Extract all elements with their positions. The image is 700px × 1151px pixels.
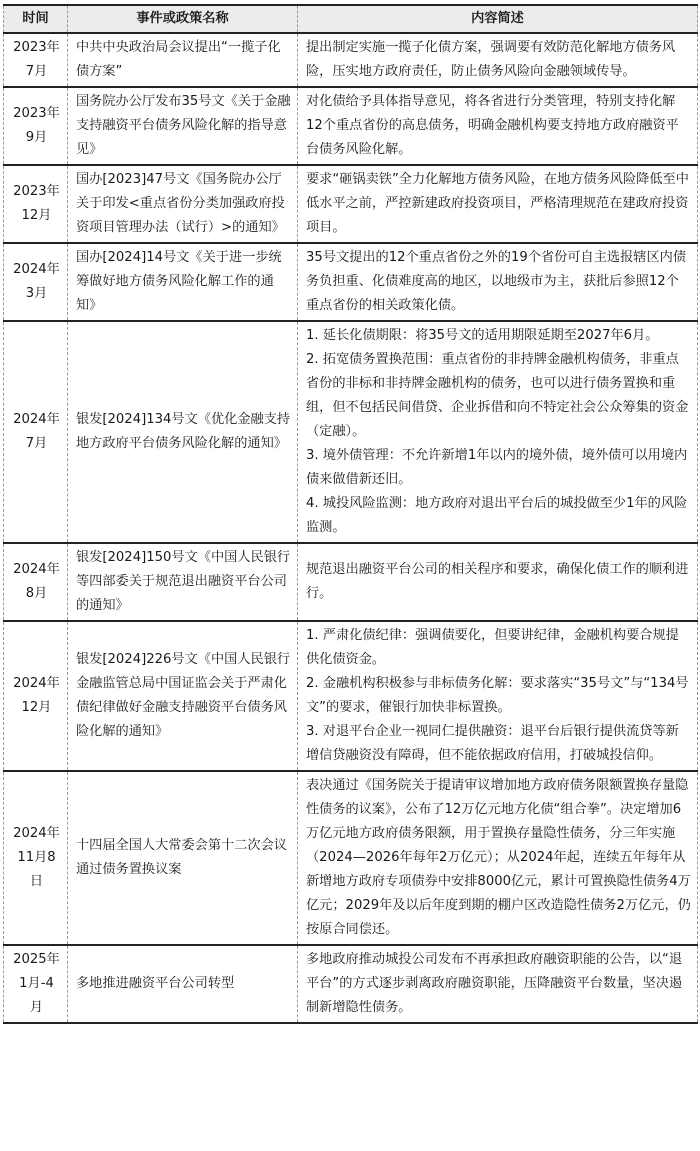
cell-event-name: 银发[2024]134号文《优化金融支持地方政府平台债务风险化解的通知》 <box>68 321 298 543</box>
cell-summary <box>298 621 698 771</box>
cell-time <box>4 945 68 1023</box>
cell-event-name: 国务院办公厅发布35号文《关于金融支持融资平台债务风险化解的指导意见》 <box>68 87 298 165</box>
cell-event-name: 银发[2024]150号文《中国人民银行等四部委关于规范退出融资平台公司的通知》 <box>68 543 298 621</box>
cell-time <box>4 165 68 243</box>
header-event-name: 事件或政策名称 <box>68 5 298 33</box>
policy-timeline-table <box>3 4 698 1024</box>
cell-summary <box>298 33 698 87</box>
cell-time <box>4 771 68 945</box>
summary-paragraph: 表决通过《国务院关于提请审议增加地方政府债务限额置换存量隐性债务的议案》，公布了12万亿元地方化债“组合拳”。决定增加6万亿元地方政府债务限额，用于置换存量隐性债务，分三年实施（2024—2026年每年2万亿元）；从2024年起，连续五年每年从新增地方政府专项债券中安排8000亿元，累计可置换隐性债务4万亿元；2029年及以后年度到期的棚户区改造隐性债务2万亿元，仍按原合同偿还。 <box>306 778 691 937</box>
cell-event-name: 国办[2023]47号文《国务院办公厅关于印发<重点省份分类加强政府投资项目管理办法（试行）>的通知》 <box>68 165 298 243</box>
summary-paragraph: 提出制定实施一揽子化债方案，强调要有效防范化解地方债务风险，压实地方政府责任，防止债务风险向金融领域传导。 <box>306 40 676 79</box>
table-row <box>4 33 698 87</box>
summary-paragraph: 多地政府推动城投公司发布不再承担政府融资职能的公告，以“退平台”的方式逐步剥离政府融资职能，压降融资平台数量，坚决遏制新增隐性债务。 <box>306 952 683 1015</box>
time-text: 1月-4 <box>19 976 54 991</box>
time-text: 3月 <box>25 286 48 301</box>
summary-paragraph: 2. 金融机构积极参与非标债务化解：要求落实“35号文”与“134号文”的要求，催银行加快非标置换。 <box>306 676 689 715</box>
time-text: 月 <box>29 1000 44 1015</box>
cell-time <box>4 321 68 543</box>
summary-paragraph: 规范退出融资平台公司的相关程序和要求，确保化债工作的顺利进行。 <box>306 562 689 601</box>
cell-summary <box>298 771 698 945</box>
cell-summary <box>298 321 698 543</box>
summary-paragraph: 3. 对退平台企业一视同仁提供融资：退平台后银行提供流贷等新增信贷融资没有障碍，但不能依据政府信用，打破城投信仰。 <box>306 724 679 763</box>
summary-paragraph: 对化债给予具体指导意见，将各省进行分类管理，特别支持化解12个重点省份的高息债务，明确金融机构要支持地方政府融资平台债务风险化解。 <box>306 94 679 157</box>
header-summary: 内容简述 <box>298 5 698 33</box>
cell-time <box>4 621 68 771</box>
cell-time <box>4 543 68 621</box>
cell-time <box>4 87 68 165</box>
summary-paragraph: 3. 境外债管理：不允许新增1年以内的境外债，境外债可以用境内债来做借新还旧。 <box>306 448 688 487</box>
time-text: 2023年 <box>13 40 60 55</box>
summary-paragraph: 要求“砸锅卖铁”全力化解地方债务风险，在地方债务风险降低至中低水平之前，严控新建政府投资项目，严格清理规范在建政府投资项目。 <box>306 172 689 235</box>
summary-paragraph: 1. 延长化债期限：将35号文的适用期限延期至2027年6月。 <box>306 328 659 343</box>
cell-time <box>4 33 68 87</box>
cell-summary <box>298 543 698 621</box>
time-text: 8月 <box>25 586 48 601</box>
summary-paragraph: 35号文提出的12个重点省份之外的19个省份可自主选报辖区内债务负担重、化债难度高的地区，以地级市为主，获批后参照12个重点省份的相关政策化债。 <box>306 250 687 313</box>
time-text: 2023年 <box>13 106 60 121</box>
table-row <box>4 321 698 543</box>
header-time: 时间 <box>4 5 68 33</box>
time-text: 12月 <box>21 700 52 715</box>
table-row <box>4 243 698 321</box>
cell-summary <box>298 243 698 321</box>
time-text: 11月8 <box>17 850 56 865</box>
table-row <box>4 945 698 1023</box>
table-row <box>4 543 698 621</box>
time-text: 日 <box>29 874 44 889</box>
cell-event-name: 多地推进融资平台公司转型 <box>68 945 298 1023</box>
time-text: 9月 <box>25 130 48 145</box>
time-text: 2025年 <box>13 952 60 967</box>
time-text: 2024年 <box>13 826 60 841</box>
table-row <box>4 165 698 243</box>
time-text: 7月 <box>25 64 48 79</box>
header-row <box>4 5 698 33</box>
time-text: 2023年 <box>13 184 60 199</box>
summary-paragraph: 4. 城投风险监测：地方政府对退出平台后的城投做至少1年的风险监测。 <box>306 496 688 535</box>
cell-summary <box>298 945 698 1023</box>
table-row <box>4 621 698 771</box>
summary-paragraph: 2. 拓宽债务置换范围：重点省份的非持牌金融机构债务，非重点省份的非标和非持牌金融机构的债务，也可以进行债务置换和重组，但不包括民间借贷、企业拆借和向不特定社会公众筹集的资金（定融）。 <box>306 352 689 439</box>
table-row <box>4 771 698 945</box>
time-text: 2024年 <box>13 562 60 577</box>
time-text: 7月 <box>25 436 48 451</box>
cell-event-name: 国办[2024]14号文《关于进一步统筹做好地方债务风险化解工作的通知》 <box>68 243 298 321</box>
cell-summary <box>298 87 698 165</box>
time-text: 2024年 <box>13 262 60 277</box>
cell-summary <box>298 165 698 243</box>
time-text: 12月 <box>21 208 52 223</box>
cell-event-name: 银发[2024]226号文《中国人民银行金融监管总局中国证监会关于严肃化债纪律做好金融支持融资平台债务风险化解的通知》 <box>68 621 298 771</box>
summary-paragraph: 1. 严肃化债纪律：强调债要化，但要讲纪律，金融机构要合规提供化债资金。 <box>306 628 679 667</box>
cell-event-name: 中共中央政治局会议提出“一揽子化债方案” <box>68 33 298 87</box>
time-text: 2024年 <box>13 676 60 691</box>
cell-event-name: 十四届全国人大常委会第十二次会议通过债务置换议案 <box>68 771 298 945</box>
cell-time <box>4 243 68 321</box>
table-row <box>4 87 698 165</box>
time-text: 2024年 <box>13 412 60 427</box>
